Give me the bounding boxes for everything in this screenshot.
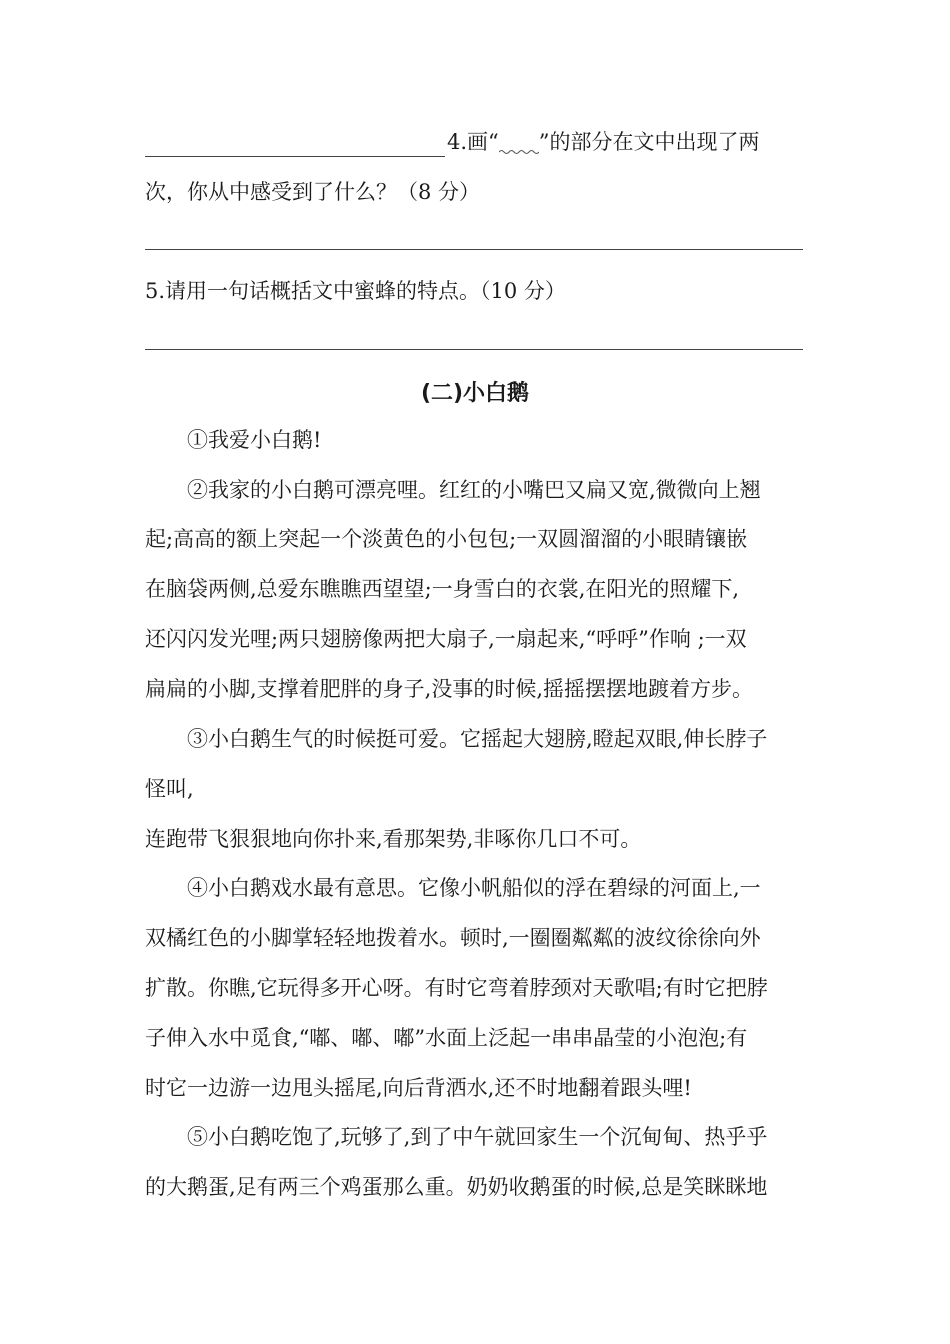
passage-line: 子伸入水中觅食,“嘟、嘟、嘟”水面上泛起一串串晶莹的小泡泡;有: [145, 1026, 748, 1050]
wavy-underline-mark: [499, 135, 539, 157]
answer-blank-line[interactable]: [145, 134, 445, 157]
passage-line: 还闪闪发光哩;两只翅膀像两把大扇子,一扇起来,“呼呼”作响 ;一双: [145, 627, 747, 651]
passage-line: ②我家的小白鹅可漂亮哩。红红的小嘴巴又扁又宽,微微向上翘: [187, 478, 761, 502]
question-4-line-1: [145, 127, 760, 157]
answer-line-5[interactable]: [145, 349, 803, 350]
passage-line: 时它一边游一边甩头摇尾,向后背洒水,还不时地翻着跟头哩!: [145, 1076, 692, 1100]
passage-line: 起;高高的额上突起一个淡黄色的小包包;一双圆溜溜的小眼睛镶嵌: [145, 527, 748, 551]
passage-title: (二)小白鹅: [420, 381, 530, 406]
passage-line: ①我爱小白鹅!: [187, 428, 322, 452]
passage-line: 扩散。你瞧,它玩得多开心呀。有时它弯着脖颈对天歌唱;有时它把脖: [145, 976, 768, 1000]
passage-line: 扁扁的小脚,支撑着肥胖的身子,没事的时候,摇摇摆摆地踱着方步。: [145, 677, 754, 701]
passage-line: 双橘红色的小脚掌轻轻地拨着水。顿时,一圈圈粼粼的波纹徐徐向外: [145, 926, 761, 950]
question-5-text: 5.请用一句话概括文中蜜蜂的特点。（10 分）: [145, 279, 566, 303]
passage-line: 在脑袋两侧,总爱东瞧瞧西望望;一身雪白的衣裳,在阳光的照耀下,: [145, 577, 740, 601]
passage-line: 的大鹅蛋,足有两三个鸡蛋那么重。奶奶收鹅蛋的时候,总是笑眯眯地: [145, 1175, 768, 1199]
question-4-line-2: 次，你从中感受到了什么？（8 分）: [145, 180, 481, 204]
question-4-text-before: 4.画“: [447, 130, 499, 154]
passage-line: ④小白鹅戏水最有意思。它像小帆船似的浮在碧绿的河面上,一: [187, 876, 761, 900]
question-4-text-after: ”的部分在文中出现了两: [538, 130, 760, 154]
passage-line: ⑤小白鹅吃饱了,玩够了,到了中午就回家生一个沉甸甸、热乎乎: [187, 1125, 768, 1149]
passage-line: ③小白鹅生气的时候挺可爱。它摇起大翅膀,瞪起双眼,伸长脖子: [187, 727, 768, 751]
answer-line-4[interactable]: [145, 249, 803, 250]
passage-line: 怪叫,: [145, 777, 194, 801]
passage-line: 连跑带飞狠狠地向你扑来,看那架势,非啄你几口不可。: [145, 827, 642, 851]
